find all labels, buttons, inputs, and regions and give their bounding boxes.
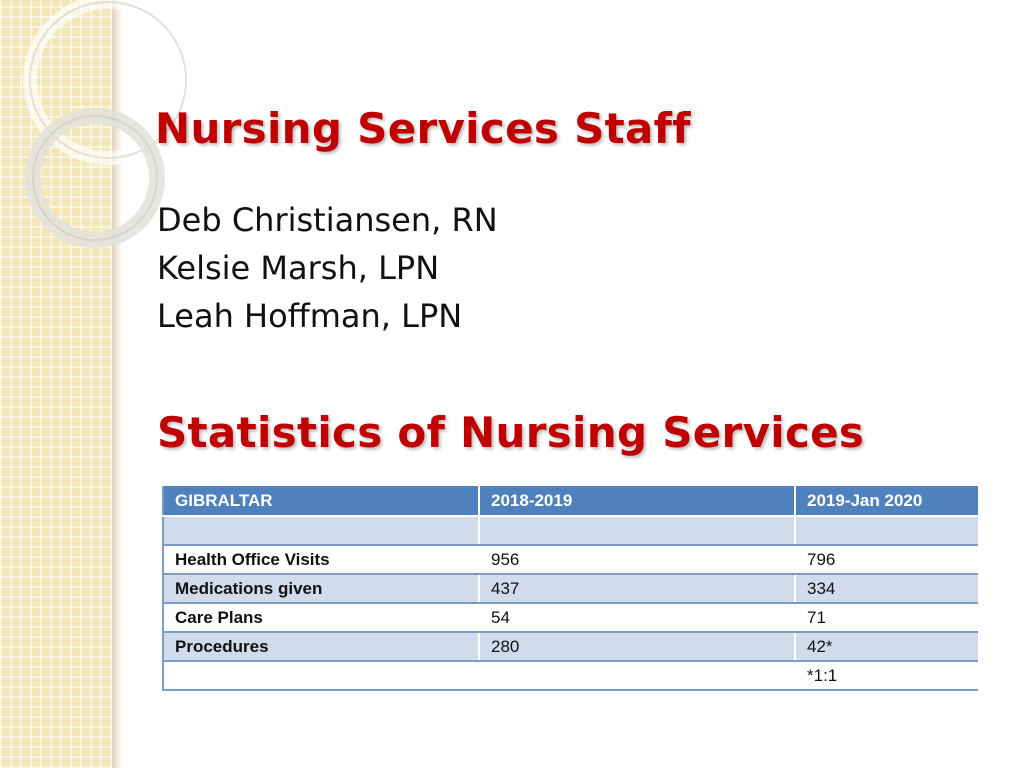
- statistics-heading: Statistics of Nursing Services: [157, 408, 865, 457]
- table-row: [163, 632, 978, 661]
- table-header-row: [163, 486, 978, 516]
- cell-2019-2020: 334: [795, 574, 978, 603]
- cell-2018-2019: 956: [479, 545, 795, 574]
- table-row: [163, 574, 978, 603]
- cell-2018-2019: 437: [479, 574, 795, 603]
- slide-title: Nursing Services Staff: [155, 104, 691, 153]
- row-label: Procedures: [163, 632, 479, 661]
- table-row: [163, 516, 978, 545]
- staff-member: Kelsie Marsh, LPN: [157, 249, 440, 287]
- staff-member: Leah Hoffman, LPN: [157, 297, 463, 335]
- column-header-2018-2019: 2018-2019: [479, 486, 795, 516]
- table-row: [163, 545, 978, 574]
- column-header-school: GIBRALTAR: [163, 486, 479, 516]
- table-row: [163, 603, 978, 632]
- cell-2018-2019: [479, 516, 795, 545]
- row-label: [163, 516, 479, 545]
- row-label: Medications given: [163, 574, 479, 603]
- table-row: [163, 661, 978, 690]
- cell-2019-2020: [795, 516, 978, 545]
- column-header-2019-2020: 2019-Jan 2020: [795, 486, 978, 516]
- staff-list: [157, 196, 498, 340]
- cell-2018-2019: [479, 661, 795, 690]
- cell-2019-2020: 796: [795, 545, 978, 574]
- statistics-table: [162, 486, 978, 691]
- cell-2019-2020: 42*: [795, 632, 978, 661]
- row-label: Health Office Visits: [163, 545, 479, 574]
- row-label: [163, 661, 479, 690]
- cell-2019-2020: *1:1: [795, 661, 978, 690]
- ring-lower-outline: [33, 116, 157, 240]
- cell-2018-2019: 54: [479, 603, 795, 632]
- row-label: Care Plans: [163, 603, 479, 632]
- cell-2019-2020: 71: [795, 603, 978, 632]
- cell-2018-2019: 280: [479, 632, 795, 661]
- staff-member: Deb Christiansen, RN: [157, 201, 498, 239]
